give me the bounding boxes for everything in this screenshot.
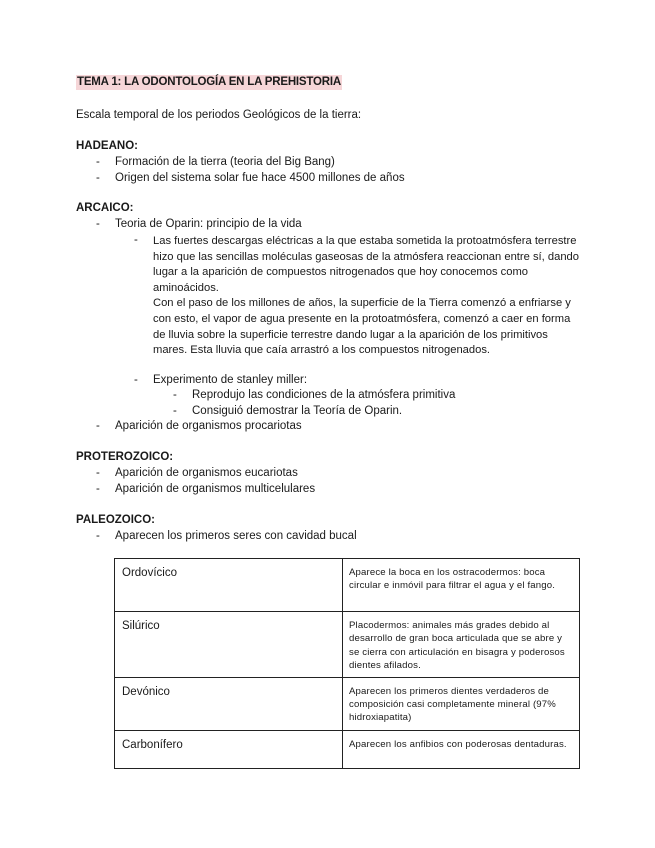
bullet-dash: - (96, 420, 100, 432)
bullet-dash: - (96, 218, 100, 230)
section-heading-paleozoico: PALEOZOICO: (76, 514, 156, 526)
period-cell: Carbonífero (115, 730, 343, 768)
bullet-dash: - (96, 467, 100, 479)
table-row (115, 559, 580, 612)
description-cell: Placodermos: animales más grades debido al desarrollo de gran boca articulada que se abre y se cierra con articulación en bisagra y poderosos dientes afilados. (343, 612, 580, 678)
table-row (115, 677, 580, 730)
period-cell: Silúrico (115, 612, 343, 678)
section-heading-arcaico: ARCAICO: (76, 202, 134, 214)
table-row (115, 612, 580, 678)
bullet-dash: - (173, 389, 177, 401)
bullet-dash: - (96, 530, 100, 542)
period-cell: Ordovícico (115, 559, 343, 612)
list-item: Origen del sistema solar fue hace 4500 millones de años (115, 172, 405, 184)
list-item: Experimento de stanley miller: (153, 374, 308, 386)
table-row (115, 730, 580, 768)
paragraph-text: Con el paso de los millones de años, la superficie de la Tierra comenzó a enfriarse y con esto, el vapor de agua presente en la protoatmósfera, comenzó a caer en forma de lluvia sobre la superficie terrestre dando lugar a la aparición de los primitivos mares. Esta lluvia que caía arrastró a los compuestos nitrogenados. (153, 297, 571, 357)
description-cell: Aparecen los anfibios con poderosas dentaduras. (343, 730, 580, 768)
bullet-dash: - (134, 374, 138, 386)
bullet-dash: - (96, 156, 100, 168)
oparin-paragraph (153, 234, 585, 359)
periods-table (114, 558, 580, 769)
description-cell: Aparece la boca en los ostracodermos: boca circular e inmóvil para filtrar el agua y el fango. (343, 559, 580, 612)
list-item: Consiguió demostrar la Teoría de Oparin. (192, 405, 403, 417)
list-item: Aparecen los primeros seres con cavidad bucal (115, 530, 357, 542)
list-item: Reprodujo las condiciones de la atmósfera primitiva (192, 389, 456, 401)
list-item: Aparición de organismos procariotas (115, 420, 302, 432)
list-item: Aparición de organismos eucariotas (115, 467, 298, 479)
bullet-dash: - (96, 483, 100, 495)
section-heading-hadeano: HADEANO: (76, 140, 138, 152)
paragraph-text: Las fuertes descargas eléctricas a la que estaba sometida la protoatmósfera terrestre hizo que las sencillas moléculas gaseosas de la atmósfera reaccionan entre sí, dando lugar a la aparición de compuestos nitrogenados que hoy conocemos como aminoácidos. (153, 235, 579, 294)
description-cell: Aparecen los primeros dientes verdaderos de composición casi completamente mineral (97% hidroxiapatita) (343, 677, 580, 730)
intro-text: Escala temporal de los periodos Geológicos de la tierra: (76, 109, 362, 121)
bullet-dash: - (134, 234, 138, 246)
bullet-dash: - (173, 405, 177, 417)
list-item: Formación de la tierra (teoria del Big Bang) (115, 156, 335, 168)
list-item: Aparición de organismos multicelulares (115, 483, 316, 495)
document-title: TEMA 1: LA ODONTOLOGÍA EN LA PREHISTORIA (77, 76, 341, 88)
section-heading-proterozoico: PROTEROZOICO: (76, 451, 174, 463)
period-cell: Devónico (115, 677, 343, 730)
bullet-dash: - (96, 172, 100, 184)
list-item: Teoria de Oparin: principio de la vida (115, 218, 302, 230)
